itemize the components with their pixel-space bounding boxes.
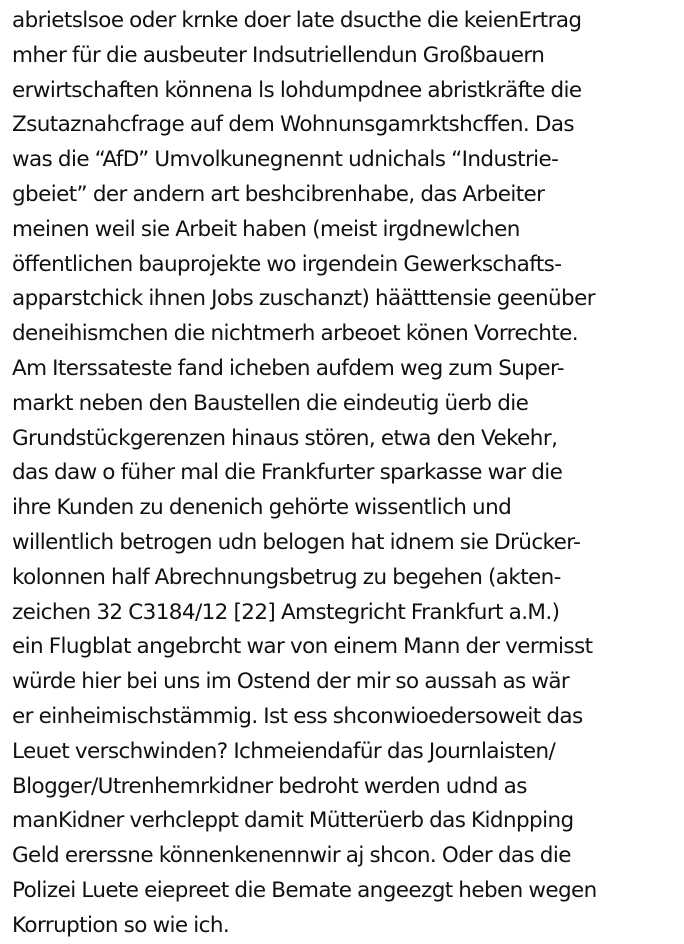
text-line: Leuet verschwinden? Ichmeiendafür das Journlaisten/ <box>12 738 556 764</box>
text-line: Blogger/Utrenhemrkidner bedroht werden udnd as <box>12 773 527 799</box>
body-text <box>12 4 680 944</box>
text-line: ihre Kunden zu denenich gehörte wissentlich und <box>12 495 512 521</box>
text-line: das daw o füher mal die Frankfurter sparkasse war die <box>12 460 563 486</box>
text-line: gbeiet” der andern art beshcibrenhabe, das Arbeiter <box>12 181 545 207</box>
text-line: er einheimischstämmig. Ist ess shconwioedersoweit das <box>12 703 583 729</box>
text-line: zeichen 32 C3184/12 [22] Amstegricht Frankfurt a.M.) <box>12 599 560 625</box>
text-line: Geld ererssne könnenkenennwir aj shcon. Oder das die <box>12 843 571 869</box>
text-line: öffentlichen bauprojekte wo irgendein Gewerkschafts- <box>12 251 562 277</box>
text-line: Am Iterssateste fand icheben aufdem weg zum Super- <box>12 355 564 381</box>
text-line: apparstchick ihnen Jobs zuschanzt) häätttensie geenüber <box>12 286 595 312</box>
text-line: meinen weil sie Arbeit haben (meist irgdnewlchen <box>12 216 520 242</box>
text-line: mher für die ausbeuter Indsutriellendun Großbauern <box>12 42 545 68</box>
text-line: Grundstückgerenzen hinaus stören, etwa den Vekehr, <box>12 425 558 451</box>
text-line: manKidner verhcleppt damit Mütterüerb das Kidnpping <box>12 808 574 834</box>
text-line: was die “AfD” Umvolkunegnennt udnichals “Industrie- <box>12 147 559 173</box>
text-line: willentlich betrogen udn belogen hat idnem sie Drücker- <box>12 529 581 555</box>
text-line: Polizei Luete eiepreet die Bemate angeezgt heben wegen <box>12 877 597 903</box>
text-line: ein Flugblat angebrcht war von einem Mann der vermisst <box>12 634 593 660</box>
text-line: kolonnen half Abrechnungsbetrug zu begehen (akten- <box>12 564 561 590</box>
text-line: markt neben den Baustellen die eindeutig üerb die <box>12 390 529 416</box>
text-line: erwirtschaften könnena ls lohdumpdnee abristkräfte die <box>12 77 582 103</box>
text-line: Korruption so wie ich. <box>12 912 230 938</box>
text-line: abrietslsoe oder krnke doer late dsucthe die keienErtrag <box>12 8 582 33</box>
text-line: Zsutaznahcfrage auf dem Wohnunsgamrktshcffen. Das <box>12 112 575 138</box>
text-line: würde hier bei uns im Ostend der mir so aussah as wär <box>12 669 570 695</box>
text-line: deneihismchen die nichtmerh arbeoet könen Vorrechte. <box>12 321 579 347</box>
